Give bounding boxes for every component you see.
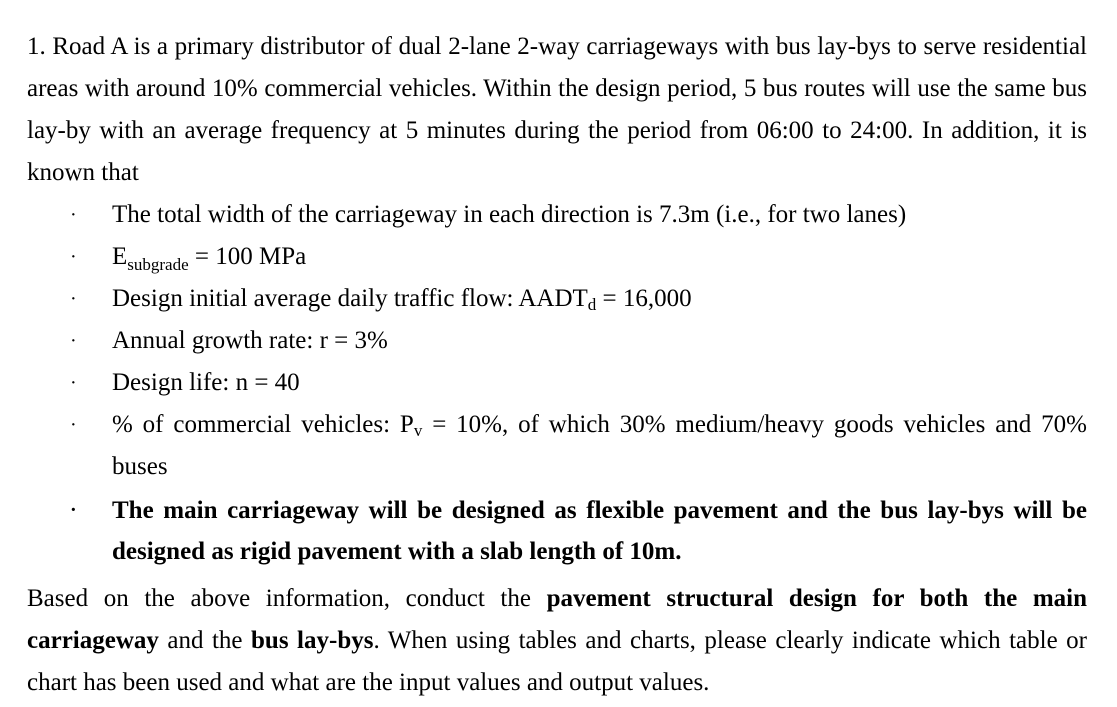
list-item-commercial-vehicles — [27, 404, 1087, 488]
question-document — [27, 26, 1087, 704]
growth-rate-text: Annual growth rate: r = 3% — [112, 327, 388, 354]
commercial-value: = 10%, of which 30% medium/heavy goods vehicles and 70% buses — [112, 411, 1087, 480]
bullet-icon: · — [70, 330, 77, 352]
bullet-icon: · — [70, 288, 77, 310]
question-intro: 1. Road A is a primary distributor of dual 2-lane 2-way carriageways with bus lay-bys to serve residential areas with around 10% commercial vehicles. Within the design period, 5 bus routes will use the same bus lay-by with an average frequency at 5 minutes during the period from 06:00 to 24:00. In addition, it is known that — [27, 33, 1087, 186]
bullet-icon: · — [70, 499, 77, 521]
commercial-label: % of commercial vehicles: P — [112, 411, 414, 438]
list-item-growth-rate — [27, 320, 1087, 362]
design-life-text: Design life: n = 40 — [112, 369, 300, 396]
closing-bold-main-carriageway: pavement structural design for both the main carriageway — [27, 585, 1087, 654]
list-item-carriageway-width — [27, 194, 1087, 236]
pavement-type-text: The main carriageway will be designed as flexible pavement and the bus lay-bys will be designed as rigid pavement with a slab length of 10m. — [112, 497, 1087, 565]
bullet-icon: · — [70, 414, 77, 436]
closing-bold-bus-lay-bys: bus lay-bys — [251, 627, 374, 654]
list-item-subgrade-modulus — [27, 236, 1087, 278]
list-item-design-life — [27, 362, 1087, 404]
question-closing — [27, 578, 1087, 704]
subgrade-value: = 100 MPa — [188, 243, 307, 270]
bullet-icon: · — [70, 372, 77, 394]
carriageway-width-text: The total width of the carriageway in each direction is 7.3m (i.e., for two lanes) — [112, 201, 907, 228]
list-item-aadt — [27, 278, 1087, 320]
aadt-label: Design initial average daily traffic flow: AADT — [112, 285, 588, 312]
closing-part-3: . When using tables and charts, please clearly indicate which table or chart has been used and what are the input values and output values. — [27, 627, 1087, 696]
closing-part-2: and the — [158, 627, 252, 654]
subgrade-symbol: E — [112, 243, 128, 270]
subgrade-subscript: subgrade — [127, 255, 189, 274]
list-item-pavement-type — [27, 490, 1087, 572]
aadt-value: = 16,000 — [596, 285, 692, 312]
closing-part-1: Based on the above information, conduct the — [27, 585, 547, 612]
bullet-icon: · — [70, 246, 77, 268]
bullet-icon: · — [70, 204, 77, 226]
commercial-subscript: v — [413, 421, 423, 440]
aadt-subscript: d — [587, 295, 597, 314]
given-data-list — [27, 194, 1087, 572]
